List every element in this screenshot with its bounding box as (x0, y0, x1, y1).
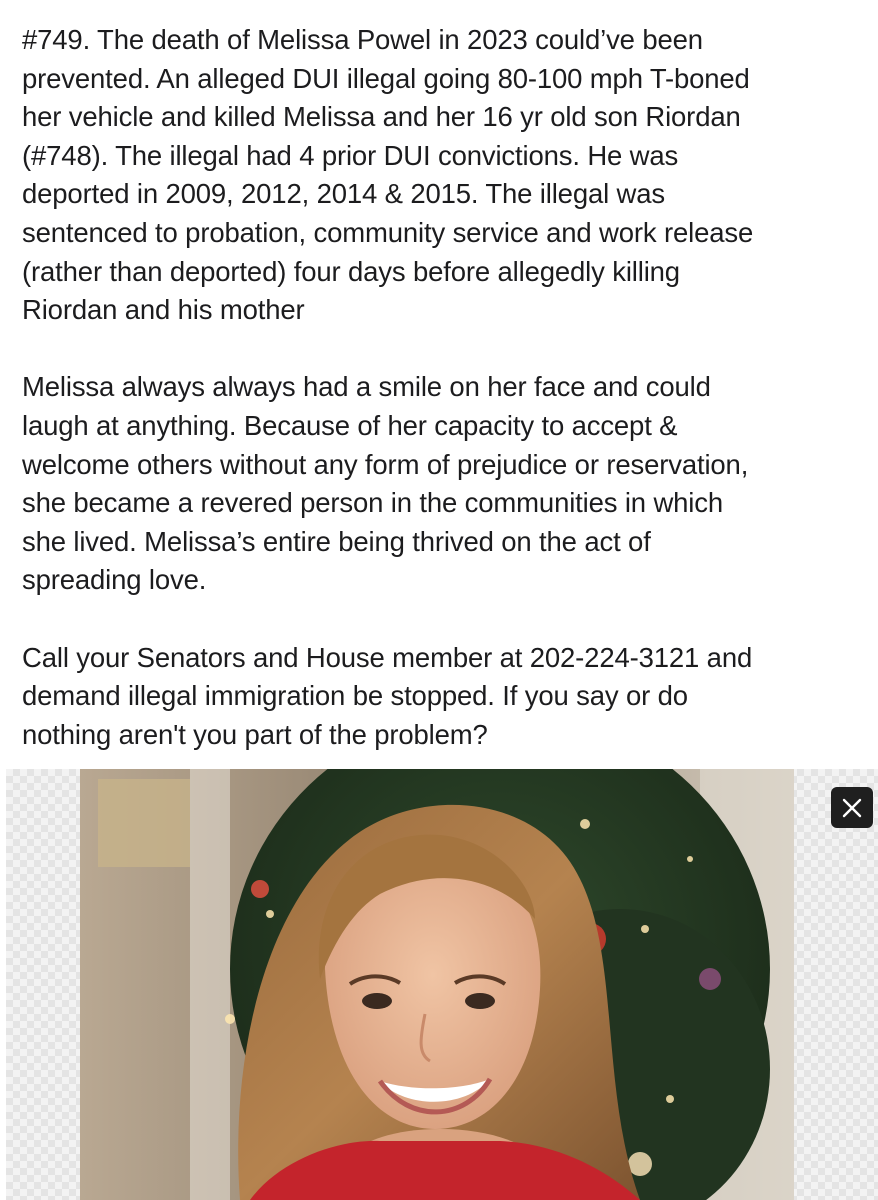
post-paragraph-tribute: Melissa always always had a smile on her face and could laugh at anything. Because of her capacity to accept & welcome others without any form of prejudice or reservation, she became a revered person in the communities in which she lived. Melissa’s entire being thrived on the act of spreading love. (22, 371, 749, 596)
photo-image[interactable] (80, 769, 794, 1200)
post-text (22, 21, 878, 754)
close-button[interactable] (831, 787, 873, 828)
photo-attachment (6, 769, 878, 1200)
post-paragraph-call-to-action: Call your Senators and House member at 202-224-3121 and demand illegal immigration be stopped. If you say or do nothing aren't you part of the problem? (22, 641, 753, 750)
photo-illustration (80, 769, 794, 1200)
post-paragraph-story: #749. The death of Melissa Powel in 2023 could’ve been prevented. An alleged DUI illegal going 80-100 mph T-boned her vehicle and killed Melissa and her 16 yr old son Riordan (#748). The illegal had 4 prior DUI convictions. He was deported in 2009, 2012, 2014 & 2015. The illegal was sentenced to probation, community service and work release (rather than deported) four days before allegedly killing Riordan and his mother (22, 24, 754, 326)
close-icon (842, 798, 862, 818)
